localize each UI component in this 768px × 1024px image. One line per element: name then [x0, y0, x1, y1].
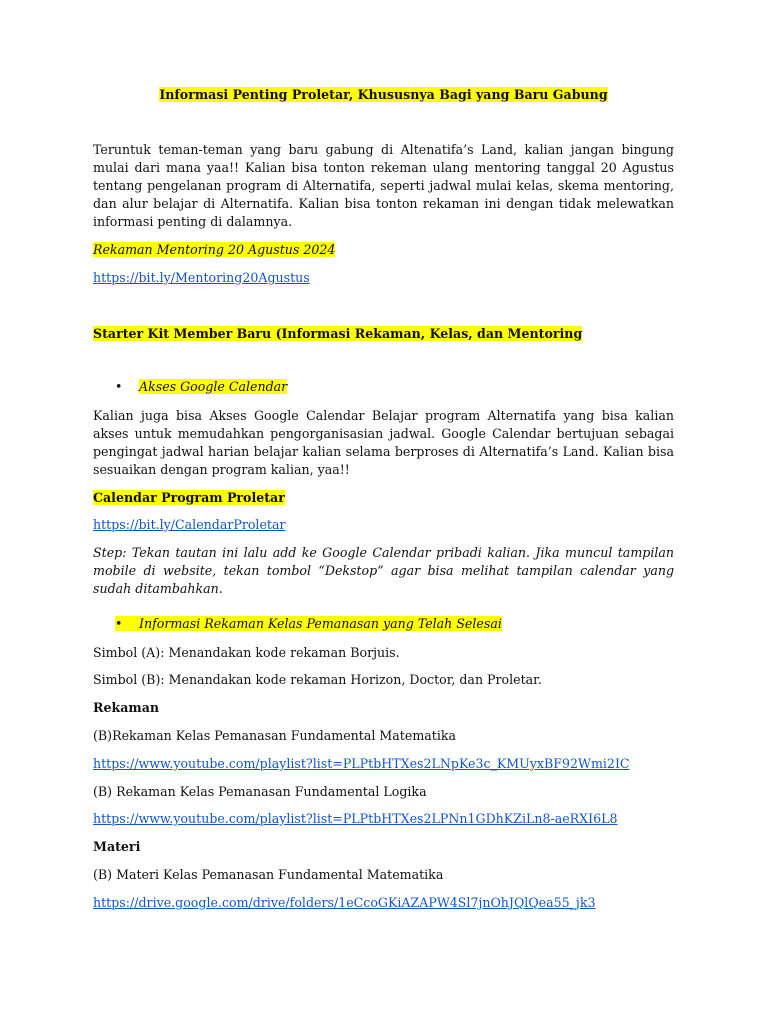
symbol-a: Simbol (A): Menandakan kode rekaman Borjuis. — [93, 645, 400, 660]
bullet-recording-info — [115, 615, 502, 633]
bullet-calendar — [115, 378, 287, 396]
calendar-label-text: Calendar Program Proletar — [93, 490, 285, 505]
mat1-link[interactable]: https://drive.google.com/drive/folders/1eCcoGKiAZAPW4Sl7jnOhJQlQea55_jk3 — [93, 895, 596, 910]
calendar-label — [93, 489, 285, 507]
recording-label — [93, 241, 335, 259]
starter-kit-heading — [93, 325, 582, 343]
bullet-icon: • — [115, 616, 123, 631]
calendar-link[interactable]: https://bit.ly/CalendarProletar — [93, 517, 286, 532]
recording-label-text: Rekaman Mentoring 20 Agustus 2024 — [93, 242, 336, 257]
symbol-b: Simbol (B): Menandakan kode rekaman Horizon, Doctor, dan Proletar. — [93, 672, 542, 687]
rec1-title: (B)Rekaman Kelas Pemanasan Fundamental Matematika — [93, 728, 456, 743]
recording-link[interactable]: https://bit.ly/Mentoring20Agustus — [93, 270, 310, 285]
document-page — [93, 0, 674, 1024]
mat1-title: (B) Materi Kelas Pemanasan Fundamental Matematika — [93, 867, 444, 882]
bullet-icon: • — [115, 379, 123, 394]
document-title-text: Informasi Penting Proletar, Khususnya Bagi yang Baru Gabung — [159, 87, 608, 102]
starter-kit-heading-text: Starter Kit Member Baru (Informasi Rekaman, Kelas, dan Mentoring — [93, 326, 583, 341]
rec1-link[interactable]: https://www.youtube.com/playlist?list=PLPtbHTXes2LNpKe3c_KMUyxBF92Wmi2IC — [93, 756, 630, 771]
rec2-link[interactable]: https://www.youtube.com/playlist?list=PLPtbHTXes2LPNn1GDhKZiLn8-aeRXI6L8 — [93, 811, 618, 826]
bullet-recording-info-text: Informasi Rekaman Kelas Pemanasan yang Telah Selesai — [139, 616, 502, 631]
calendar-paragraph: Kalian juga bisa Akses Google Calendar Belajar program Alternatifa yang bisa kalian akses untuk memudahkan pengorganisasian jadwal. Google Calendar bertujuan sebagai pengingat jadwal harian belajar kalian selama berproses di Alternatifa’s Land. Kalian bisa sesuaikan dengan program kalian, yaa!! — [93, 408, 674, 477]
materi-heading: Materi — [93, 839, 141, 854]
bullet-recording-info-highlight — [115, 616, 502, 631]
bullet-calendar-text: Akses Google Calendar — [139, 379, 288, 394]
calendar-step: Step: Tekan tautan ini lalu add ke Google Calendar pribadi kalian. Jika muncul tampilan mobile di website, tekan tombol “Dekstop” agar bisa melihat tampilan calendar yang sudah ditambahkan. — [93, 545, 674, 596]
intro-paragraph: Teruntuk teman-teman yang baru gabung di Altenatifa’s Land, kalian jangan bingung mulai dari mana yaa!! Kalian bisa tonton rekeman ulang mentoring tanggal 20 Agustus tentang pengelanan program di Alternatifa, seperti jadwal mulai kelas, skema mentoring, dan alur belajar di Alternatifa. Kalian bisa tonton rekaman ini dengan tidak melewatkan informasi penting di dalamnya. — [93, 142, 674, 229]
rekaman-heading: Rekaman — [93, 700, 160, 715]
rec2-title: (B) Rekaman Kelas Pemanasan Fundamental Logika — [93, 784, 427, 799]
document-title — [93, 86, 674, 104]
